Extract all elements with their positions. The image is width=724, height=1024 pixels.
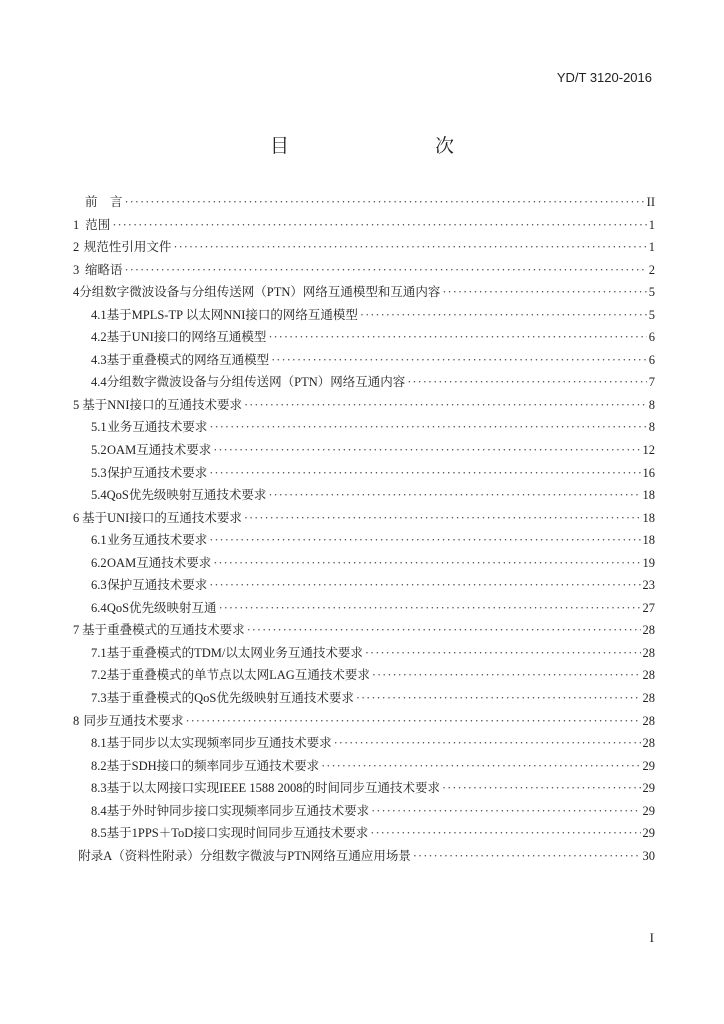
toc-leader-dots bbox=[244, 398, 647, 413]
toc-entry-number: 7.1 bbox=[91, 645, 107, 660]
toc-entry-page: 23 bbox=[642, 578, 655, 593]
toc-entry-page: 29 bbox=[642, 826, 655, 841]
toc-entry[interactable] bbox=[73, 350, 655, 373]
toc-entry-page: 6 bbox=[648, 352, 655, 367]
toc-entry-label: OAM互通技术要求 bbox=[107, 555, 212, 570]
toc-entry-number: 6 bbox=[73, 510, 80, 525]
toc-entry-page: 28 bbox=[642, 736, 655, 751]
toc-entry[interactable] bbox=[73, 598, 655, 621]
toc-entry-page: 8 bbox=[648, 397, 655, 412]
toc-entry-number: 8.3 bbox=[91, 781, 107, 796]
toc-leader-dots bbox=[209, 578, 640, 593]
page-title: 目 次 bbox=[269, 135, 490, 157]
toc-entry-number: 5 bbox=[73, 397, 80, 412]
toc-leader-dots bbox=[244, 511, 641, 526]
toc-entry[interactable] bbox=[73, 530, 655, 553]
toc-entry[interactable] bbox=[73, 756, 655, 779]
toc-entry-page: 29 bbox=[642, 803, 655, 818]
toc-entry-label: 基于UNI接口的互通技术要求 bbox=[82, 510, 242, 525]
toc-entry[interactable] bbox=[73, 215, 655, 238]
toc-entry-number: 1 bbox=[73, 217, 80, 232]
toc-leader-dots bbox=[125, 263, 647, 278]
toc-entry-label: OAM互通技术要求 bbox=[107, 443, 212, 458]
toc-entry[interactable] bbox=[73, 575, 655, 598]
toc-entry-number: 5.4 bbox=[91, 488, 107, 503]
toc-entry-label: 业务互通技术要求 bbox=[107, 533, 208, 548]
toc-leader-dots bbox=[173, 240, 646, 255]
toc-entry-label: 分组数字微波设备与分组传送网（PTN）网络互通模型和互通内容 bbox=[79, 285, 441, 300]
toc-entry-label: 基于外时钟同步接口实现频率同步互通技术要求 bbox=[106, 803, 370, 818]
toc-entry-label: 基于重叠模式的单节点以太网LAG互通技术要求 bbox=[106, 668, 370, 683]
toc-entry-label: 基于重叠模式的TDM/以太网业务互通技术要求 bbox=[106, 645, 363, 660]
toc-entry-page: 29 bbox=[642, 781, 655, 796]
toc-entry-label: 规范性引用文件 bbox=[83, 240, 172, 255]
toc-entry-page: 28 bbox=[642, 623, 655, 638]
toc-entry-number: 6.3 bbox=[91, 578, 107, 593]
toc-entry-label: 附录A（资料性附录）分组数字微波与PTN网络互通应用场景 bbox=[78, 848, 411, 863]
toc-leader-dots bbox=[365, 646, 641, 661]
toc-entry-label: 基于MPLS-TP 以太网NNI接口的网络互通模型 bbox=[106, 307, 358, 322]
toc-leader-dots bbox=[247, 623, 641, 638]
toc-leader-dots bbox=[185, 714, 640, 729]
toc-entry-page: 1 bbox=[648, 217, 655, 232]
toc-leader-dots bbox=[209, 466, 640, 481]
toc-entry-number: 8.2 bbox=[91, 758, 107, 773]
toc-entry-label: 同步互通技术要求 bbox=[83, 713, 184, 728]
toc-entry-page: 19 bbox=[642, 555, 655, 570]
toc-entry[interactable] bbox=[73, 508, 655, 531]
toc-entry-label: 前 言 bbox=[84, 195, 123, 209]
toc-leader-dots bbox=[112, 218, 646, 233]
toc-entry-page: 27 bbox=[642, 600, 655, 615]
toc-entry[interactable] bbox=[73, 237, 655, 260]
toc-leader-dots bbox=[371, 804, 640, 819]
toc-entry[interactable] bbox=[73, 192, 655, 215]
toc-leader-dots bbox=[442, 285, 646, 300]
toc-entry-page: II bbox=[646, 195, 655, 209]
toc-leader-dots bbox=[413, 849, 641, 864]
toc-entry[interactable] bbox=[73, 620, 655, 643]
toc-entry-label: 基于同步以太实现频率同步互通技术要求 bbox=[106, 736, 332, 751]
toc-entry[interactable] bbox=[73, 711, 655, 734]
toc-entry[interactable] bbox=[73, 688, 655, 711]
toc-entry-number: 3 bbox=[73, 262, 80, 277]
toc-entry-number: 6.2 bbox=[91, 555, 107, 570]
toc-entry-label: 分组数字微波设备与分组传送网（PTN）网络互通内容 bbox=[106, 375, 406, 390]
toc-entry-page: 1 bbox=[648, 240, 655, 255]
toc-entry-label: 保护互通技术要求 bbox=[107, 465, 208, 480]
toc-entry[interactable] bbox=[73, 260, 655, 283]
toc-entry-page: 28 bbox=[642, 691, 655, 706]
toc-entry-number: 8.4 bbox=[91, 803, 107, 818]
toc-entry-label: 业务互通技术要求 bbox=[107, 420, 208, 435]
toc-entry[interactable] bbox=[73, 665, 655, 688]
toc-entry-label: 基于SDH接口的频率同步互通技术要求 bbox=[106, 758, 320, 773]
document-code: YD/T 3120-2016 bbox=[556, 70, 652, 85]
toc-entry-number: 8.5 bbox=[91, 826, 107, 841]
toc-entry[interactable] bbox=[73, 463, 655, 486]
toc-entry-number: 4 bbox=[73, 285, 80, 300]
toc-entry-number: 5.2 bbox=[91, 443, 107, 458]
toc-entry-number: 7.2 bbox=[91, 668, 107, 683]
table-of-contents bbox=[73, 192, 655, 868]
toc-entry-number: 7.3 bbox=[91, 691, 107, 706]
toc-entry-page: 28 bbox=[642, 713, 655, 728]
toc-entry-number: 5.3 bbox=[91, 465, 107, 480]
toc-leader-dots bbox=[321, 759, 640, 774]
toc-leader-dots bbox=[442, 781, 641, 796]
toc-entry-label: 缩略语 bbox=[85, 262, 123, 277]
toc-entry-page: 7 bbox=[648, 375, 655, 390]
toc-leader-dots bbox=[370, 826, 640, 841]
toc-entry[interactable] bbox=[73, 440, 655, 463]
toc-entry-number: 7 bbox=[73, 623, 80, 638]
toc-leader-dots bbox=[213, 556, 640, 571]
toc-entry-number: 4.1 bbox=[91, 307, 107, 322]
toc-entry-page: 18 bbox=[642, 533, 655, 548]
toc-entry-number: 6.1 bbox=[91, 533, 107, 548]
toc-leader-dots bbox=[209, 420, 646, 435]
toc-entry-label: 基于1PPS＋ToD接口实现时间同步互通技术要求 bbox=[106, 826, 369, 841]
toc-entry-page: 2 bbox=[648, 262, 655, 277]
toc-entry-number: 8.1 bbox=[91, 736, 107, 751]
toc-leader-dots bbox=[356, 691, 641, 706]
toc-entry-number: 2 bbox=[73, 240, 80, 255]
toc-entry-label: 基于NNI接口的互通技术要求 bbox=[82, 397, 242, 412]
toc-entry-label: 基于以太网接口实现IEEE 1588 2008的时间同步互通技术要求 bbox=[106, 781, 440, 796]
toc-entry[interactable] bbox=[73, 778, 655, 801]
toc-entry-number: 4.4 bbox=[91, 375, 107, 390]
toc-entry[interactable] bbox=[73, 801, 655, 824]
toc-entry[interactable] bbox=[73, 372, 655, 395]
toc-entry-page: 8 bbox=[648, 420, 655, 435]
toc-entry-label: 保护互通技术要求 bbox=[107, 578, 208, 593]
toc-leader-dots bbox=[407, 375, 647, 390]
toc-entry-label: 基于重叠模式的QoS优先级映射互通技术要求 bbox=[106, 691, 354, 706]
toc-entry[interactable] bbox=[73, 485, 655, 508]
page-number: I bbox=[649, 930, 654, 945]
toc-entry[interactable] bbox=[73, 823, 655, 846]
toc-entry[interactable] bbox=[73, 733, 655, 756]
toc-entry[interactable] bbox=[73, 305, 655, 328]
toc-entry[interactable] bbox=[73, 282, 655, 305]
toc-leader-dots bbox=[334, 736, 641, 751]
toc-entry-page: 29 bbox=[642, 758, 655, 773]
toc-leader-dots bbox=[360, 308, 647, 323]
toc-entry[interactable] bbox=[73, 553, 655, 576]
toc-leader-dots bbox=[268, 330, 646, 345]
toc-entry[interactable] bbox=[73, 643, 655, 666]
toc-entry-page: 28 bbox=[642, 645, 655, 660]
toc-entry-label: 基于重叠模式的互通技术要求 bbox=[82, 623, 245, 638]
toc-leader-dots bbox=[372, 668, 641, 683]
toc-leader-dots bbox=[219, 601, 641, 616]
toc-entry-label: 基于重叠模式的网络互通模型 bbox=[106, 352, 270, 367]
toc-entry-label: QoS优先级映射互通技术要求 bbox=[106, 488, 267, 503]
toc-entry-number: 5.1 bbox=[91, 420, 107, 435]
toc-entry[interactable] bbox=[73, 327, 655, 350]
toc-entry-page: 18 bbox=[642, 488, 655, 503]
toc-leader-dots bbox=[124, 195, 644, 210]
toc-entry-page: 5 bbox=[648, 307, 655, 322]
toc-entry-number: 8 bbox=[73, 713, 80, 728]
toc-entry-number: 4.2 bbox=[91, 330, 107, 345]
toc-entry-page: 6 bbox=[648, 330, 655, 345]
toc-entry[interactable] bbox=[73, 417, 655, 440]
toc-leader-dots bbox=[209, 533, 640, 548]
toc-entry-page: 18 bbox=[642, 510, 655, 525]
toc-leader-dots bbox=[271, 353, 647, 368]
toc-entry-page: 30 bbox=[642, 848, 655, 863]
toc-entry-page: 28 bbox=[642, 668, 655, 683]
toc-leader-dots bbox=[213, 443, 640, 458]
toc-entry-number: 6.4 bbox=[91, 600, 107, 615]
toc-entry[interactable] bbox=[73, 846, 655, 869]
toc-entry-label: 范围 bbox=[85, 217, 111, 232]
toc-entry-label: 基于UNI接口的网络互通模型 bbox=[106, 330, 267, 345]
toc-entry-page: 5 bbox=[648, 285, 655, 300]
toc-entry-label: QoS优先级映射互通 bbox=[106, 600, 217, 615]
toc-entry-page: 16 bbox=[642, 465, 655, 480]
toc-entry-page: 12 bbox=[642, 443, 655, 458]
toc-leader-dots bbox=[268, 488, 640, 503]
toc-entry[interactable] bbox=[73, 395, 655, 418]
toc-entry-number: 4.3 bbox=[91, 352, 107, 367]
